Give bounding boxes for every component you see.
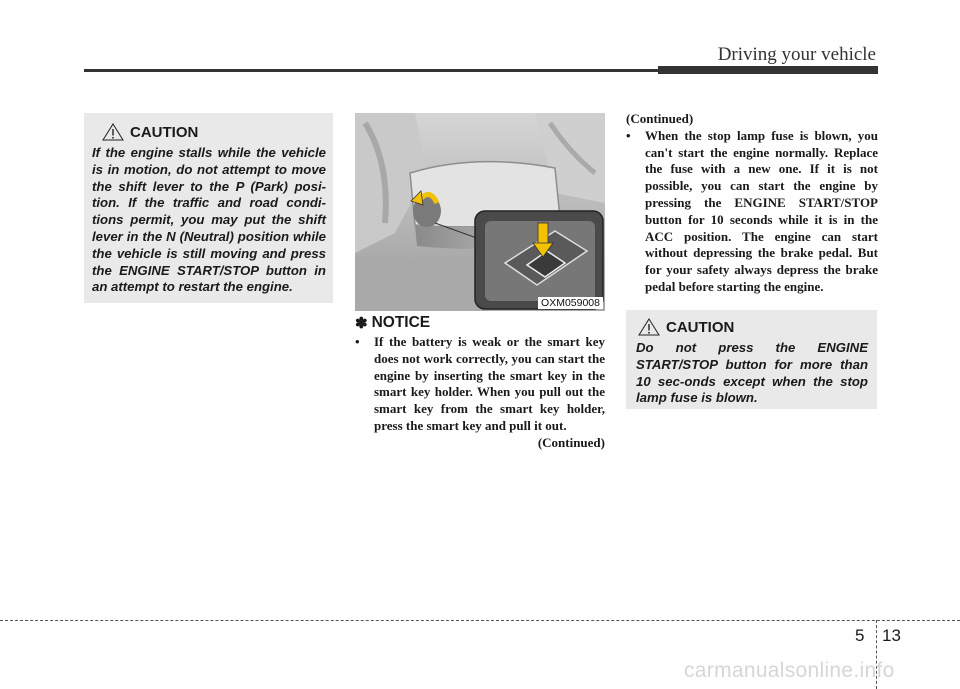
notice-body bbox=[355, 334, 605, 452]
caution-text: Do not press the ENGINE START/STOP button for more than 10 sec-onds except when the stop lamp fuse is blown. bbox=[636, 340, 868, 406]
chapter-number: 5 bbox=[855, 626, 865, 645]
page-header-title: Driving your vehicle bbox=[717, 44, 876, 65]
notice-heading-text: NOTICE bbox=[371, 314, 431, 331]
caution-heading: CAUTION bbox=[130, 123, 199, 141]
caution-heading: CAUTION bbox=[666, 318, 735, 336]
bullet: • bbox=[626, 127, 631, 143]
caution-header bbox=[636, 318, 868, 336]
notice-bullet-item bbox=[355, 334, 605, 435]
console-drawing bbox=[355, 113, 605, 311]
warning-triangle-icon bbox=[102, 123, 124, 141]
watermark: carmanualsonline.info bbox=[684, 659, 895, 682]
right-column-body bbox=[626, 111, 878, 296]
notice-mark: ✽ bbox=[355, 315, 368, 332]
footer-rule bbox=[0, 620, 960, 621]
page-number: 13 bbox=[882, 626, 901, 645]
smart-key-holder-illustration bbox=[355, 113, 605, 311]
notice-item-text: If the battery is weak or the smart key does not work correctly, you can start the engine by inserting the smart key in the smart key holder. When you pull out the smart key from the smart key holder, press the smart key and pull it out. bbox=[374, 334, 605, 433]
bullet: • bbox=[355, 334, 360, 349]
notice-heading bbox=[355, 314, 430, 332]
header-rule-accent bbox=[658, 66, 878, 74]
caution-box-left bbox=[84, 113, 333, 303]
caution-text: If the engine stalls while the vehicle is in motion, do not attempt to move the shift lever to the P (Park) posi-tion. If the traffic and road condi-tions permit, you may put the shift lever in the N (Neutral) position while the vehicle is still moving and press the ENGINE START/STOP button in an attempt to restart the engine. bbox=[92, 145, 326, 295]
continued-label: (Continued) bbox=[626, 111, 694, 126]
figure-code: OXM059008 bbox=[538, 297, 603, 309]
header-rule bbox=[84, 69, 660, 72]
continued-label: (Continued) bbox=[537, 434, 605, 450]
stop-lamp-bullet-item bbox=[626, 128, 878, 296]
caution-box-right bbox=[626, 310, 877, 409]
warning-triangle-icon bbox=[638, 318, 660, 336]
stop-lamp-item-text: When the stop lamp fuse is blown, you can't start the engine normally. Replace the fuse with a new one. If it is not possible, you can start the engine by pressing the ENGINE START/STOP button for 10 seconds while it is in the ACC position. The engine can start without depressing the brake pedal. But for your safety always depress the brake pedal before starting the engine. bbox=[645, 127, 878, 294]
caution-header bbox=[92, 123, 326, 141]
